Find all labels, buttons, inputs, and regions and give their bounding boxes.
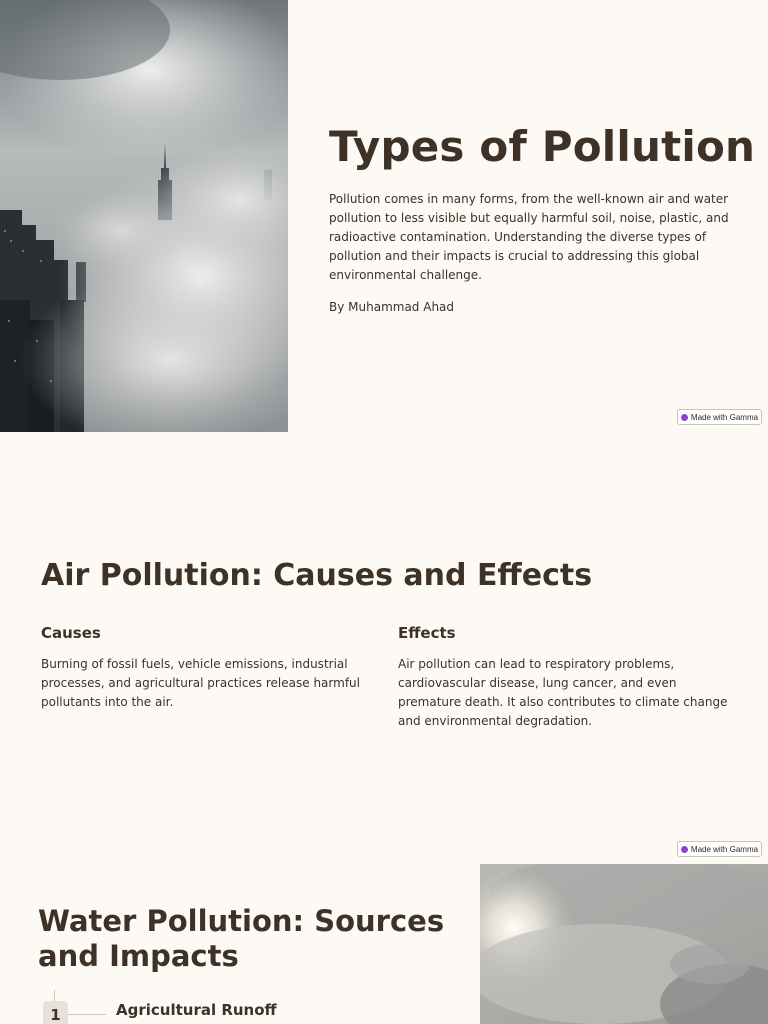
- intro-paragraph: Pollution comes in many forms, from the well-known air and water pollution to less visible but equally harmful soil, noise, plastic, and radioactive contamination. Understanding the diverse types of pollution and their impacts is crucial to addressing this global environmental challenge.: [329, 192, 729, 282]
- hazy-sky-image: [480, 864, 768, 1024]
- made-with-gamma-badge[interactable]: [677, 841, 762, 857]
- step-label: Agricultural Runoff: [116, 1001, 277, 1019]
- badge-label: Made with Gamma: [690, 844, 759, 854]
- causes-heading: Causes: [41, 624, 101, 642]
- causes-text: Burning of fossil fuels, vehicle emissions, industrial processes, and agricultural practices release harmful pollutants into the air.: [41, 657, 360, 709]
- gamma-logo-icon: [681, 414, 688, 421]
- title-line-1: Water Pollution: Sources: [38, 904, 445, 938]
- title-line-2: and Impacts: [38, 939, 239, 973]
- title-slide: [0, 0, 768, 432]
- step-connector: [68, 1014, 106, 1015]
- effects-heading: Effects: [398, 624, 456, 642]
- badge-label: Made with Gamma: [690, 412, 759, 422]
- water-pollution-title: [38, 904, 444, 974]
- gamma-logo-icon: [681, 846, 688, 853]
- foggy-city-image: [0, 0, 288, 432]
- effects-text: Air pollution can lead to respiratory problems, cardiovascular disease, lung cancer, and even premature death. It also contributes to climate change and environmental degradation.: [398, 657, 728, 728]
- water-pollution-slide: [0, 864, 768, 1024]
- page-title: Types of Pollution: [329, 122, 756, 171]
- air-pollution-slide: [0, 432, 768, 864]
- author-byline: By Muhammad Ahad: [329, 300, 455, 314]
- step-number-badge: 1: [43, 1001, 68, 1024]
- made-with-gamma-badge[interactable]: [677, 409, 762, 425]
- air-pollution-title: Air Pollution: Causes and Effects: [41, 558, 593, 593]
